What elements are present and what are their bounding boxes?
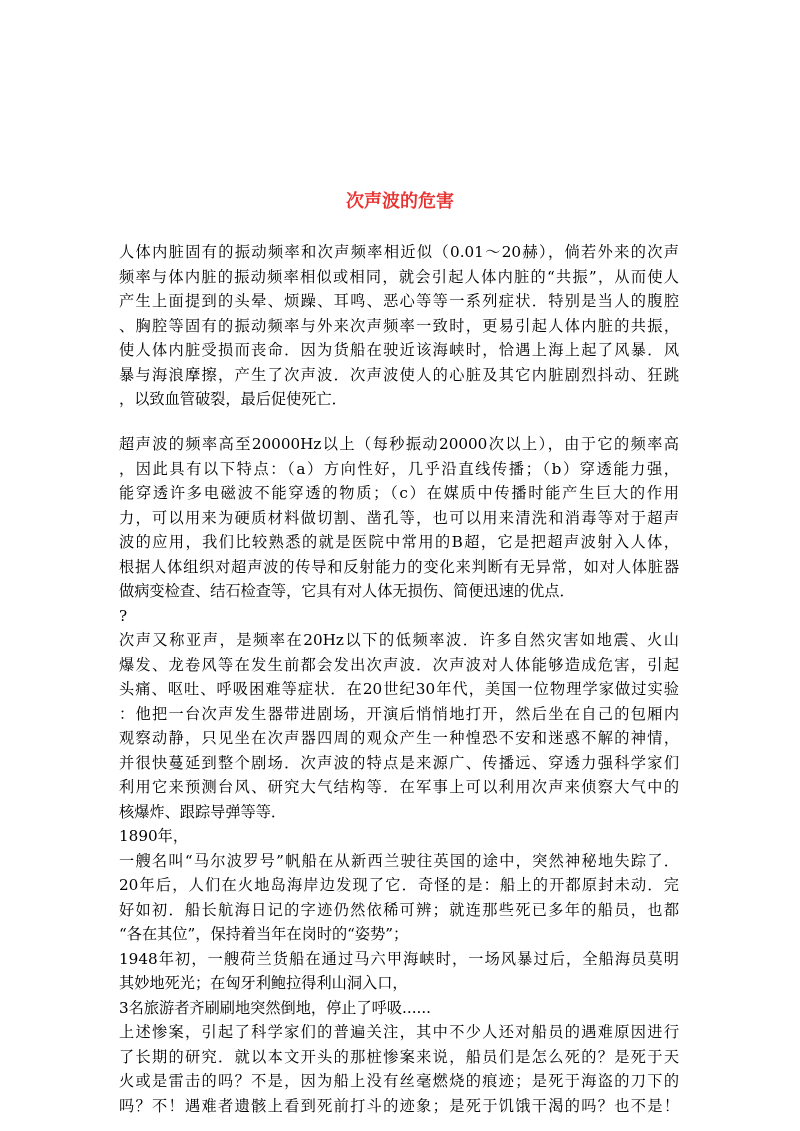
text-line: 20年后，人们在火地岛海岸边发现了它．奇怪的是：船上的开都原封未动．完	[119, 876, 679, 894]
document-title: 次声波的危害	[346, 191, 454, 212]
text-line: 观察动静，只见坐在次声器四周的观众产生一种惶恐不安和迷惑不解的神情，	[119, 729, 679, 747]
text-line: 头痛、呕吐、呼吸困难等症状．在20世纪30年代，美国一位物理学家做过实验	[119, 680, 679, 698]
text-line: 人体内脏固有的振动频率和次声频率相近似（0.01～20赫），倘若外来的次声	[119, 243, 679, 261]
text-line: 频率与体内脏的振动频率相似或相同，就会引起人体内脏的“共振”，从而使人	[119, 267, 679, 286]
paragraph-ultrasound-infrasound	[119, 432, 679, 1118]
text-line: 1948年初，一艘荷兰货船在通过马六甲海峡时，一场风暴过后，全船海员莫明	[119, 949, 679, 968]
text-line: 1890年，	[119, 827, 189, 845]
text-line: ?	[119, 606, 128, 625]
text-line: 产生上面提到的头晕、烦躁、耳鸣、恶心等等一系列症状．特别是当人的腹腔	[119, 292, 679, 310]
text-line: 其妙地死光；在匈牙利鲍拉得利山洞入口，	[119, 974, 408, 992]
text-line: 、胸腔等固有的振动频率与外来次声频率一致时，更易引起人体内脏的共振，	[119, 316, 679, 335]
text-line: 波的应用，我们比较熟悉的就是医院中常用的B超，它是把超声波射入人体，	[119, 533, 679, 551]
text-line: 使人体内脏受损而丧命．因为货船在驶近该海峡时，恰遇上海上起了风暴．风	[119, 341, 679, 359]
text-line: 超声波的频率高至20000Hz以上（每秒振动20000次以上），由于它的频率高	[119, 435, 679, 453]
text-line: 根据人体组织对超声波的传导和反射能力的变化来判断有无异常，如对人体脏器	[119, 557, 679, 576]
text-line: 力，可以用来为硬质材料做切割、凿孔等，也可以用来清洗和消毒等对于超声	[119, 508, 679, 527]
text-line: 做病变检查、结石检查等，它具有对人体无损伤、简便迅速的优点．	[119, 582, 575, 600]
text-line: 了长期的研究．就以本文开头的那桩惨案来说，船员们是怎么死的？是死于天	[119, 1047, 679, 1066]
text-line: 上述惨案，引起了科学家们的普遍关注，其中不少人还对船员的遇难原因进行	[119, 1023, 679, 1041]
text-line: 核爆炸、跟踪导弹等等．	[119, 802, 287, 821]
text-line: 一艘名叫“马尔波罗号”帆船在从新西兰驶往英国的途中，突然神秘地失踪了．	[119, 851, 679, 870]
paragraph-infrasound-body	[119, 240, 679, 412]
text-line: 并很快蔓延到整个剧场．次声波的特点是来源广、传播远、穿透力强科学家们	[119, 753, 679, 772]
text-line: ，以致血管破裂，最后促使死亡．	[119, 390, 347, 408]
text-line: 能穿透许多电磁波不能穿透的物质；（c）在媒质中传播时能产生巨大的作用	[119, 484, 679, 502]
text-line: 好如初．船长航海日记的字迹仍然依稀可辨；就连那些死已多年的船员，也都	[119, 900, 679, 919]
text-line: 火或是雷击的吗？不是，因为船上没有丝毫燃烧的痕迹；是死于海盗的刀下的	[119, 1072, 679, 1090]
text-line: 吗？不！遇难者遗骸上看到死前打斗的迹象；是死于饥饿干渴的吗？也不是！	[119, 1096, 679, 1115]
text-line: ，因此具有以下特点：（a）方向性好，几乎沿直线传播；（b）穿透能力强，	[119, 459, 679, 478]
text-line: 3名旅游者齐刷刷地突然倒地，停止了呼吸......	[119, 998, 432, 1017]
text-line: “各在其位”，保持着当年在岗时的“姿势”；	[119, 925, 409, 943]
text-line: 爆发、龙卷风等在发生前都会发出次声波．次声波对人体能够造成危害，引起	[119, 655, 679, 674]
text-line: 利用它来预测台风、研究大气结构等．在军事上可以利用次声来侦察大气中的	[119, 778, 679, 796]
text-line: 暴与海浪摩擦，产生了次声波．次声波使人的心脏及其它内脏剧烈抖动、狂跳	[119, 365, 679, 384]
text-line: 次声又称亚声，是频率在20Hz以下的低频率波．许多自然灾害如地震、火山	[119, 631, 679, 649]
text-line: ：他把一台次声发生器带进剧场，开演后悄悄地打开，然后坐在自己的包厢内	[119, 704, 679, 723]
